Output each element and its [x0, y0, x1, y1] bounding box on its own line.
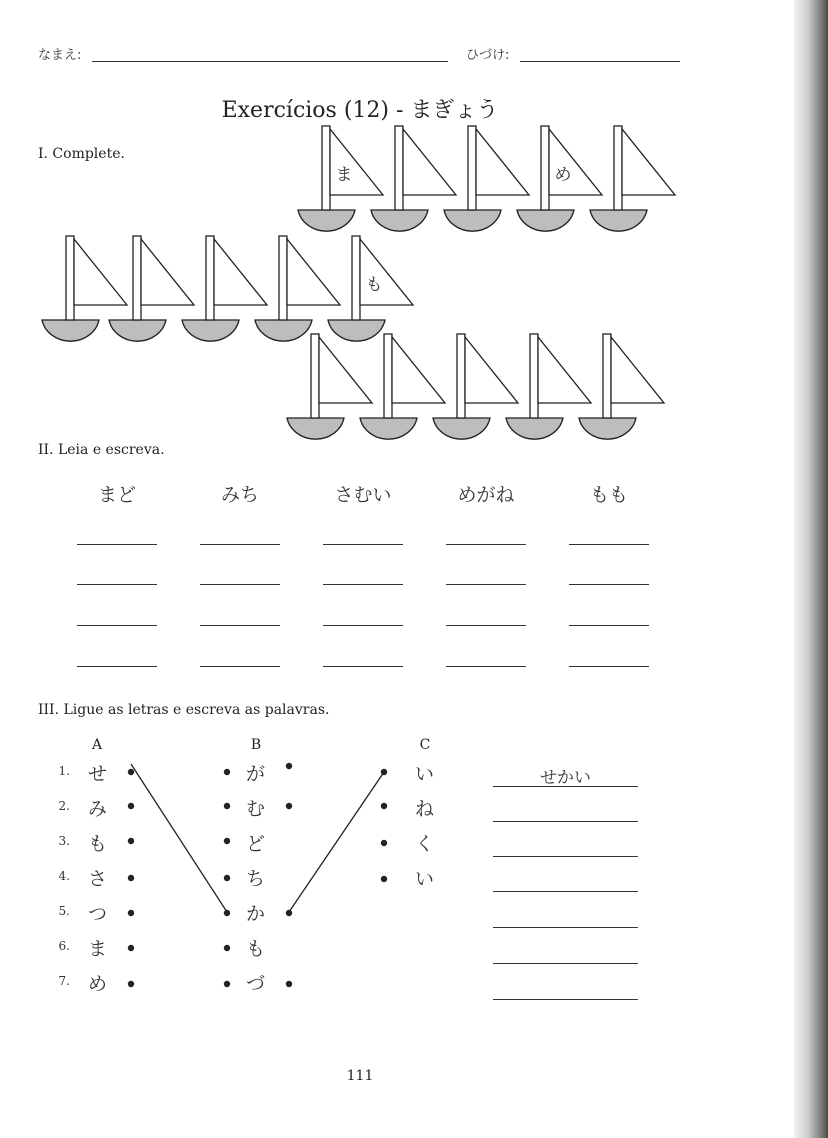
dot-column-b-right — [286, 981, 292, 987]
column-b-heading: B — [250, 737, 262, 753]
row-number: 4. — [58, 869, 70, 883]
dot-column-a — [128, 803, 134, 809]
column-c-heading: C — [419, 737, 431, 753]
example-answer: せかい — [540, 768, 591, 788]
column-b-kana: か — [246, 903, 266, 925]
sail-label: も — [365, 275, 383, 295]
column-b-kana: づ — [246, 973, 266, 995]
page-number: 111 — [346, 1068, 374, 1084]
name-label: なまえ: — [38, 48, 82, 63]
column-a-kana: ま — [88, 938, 108, 960]
dot-column-b-left — [224, 803, 230, 809]
row-number: 7. — [58, 974, 70, 988]
dot-column-b-left — [224, 875, 230, 881]
dot-column-b-left — [224, 769, 230, 775]
column-a-kana: も — [88, 833, 108, 855]
answer-line — [493, 927, 638, 928]
row-number: 1. — [58, 764, 70, 778]
column-a-kana: み — [88, 798, 108, 820]
dot-column-a — [128, 981, 134, 987]
answer-line — [493, 856, 638, 857]
dot-column-c — [381, 803, 387, 809]
dot-column-a — [128, 910, 134, 916]
reading-word-2: みち — [220, 484, 259, 506]
sail-label: め — [554, 165, 572, 185]
column-a-kana: つ — [88, 903, 108, 925]
row-number: 5. — [58, 904, 70, 918]
section3-heading: III. Ligue as letras e escreva as palavras. — [38, 702, 330, 718]
page-title: Exercícios (12) - まぎょう — [221, 98, 499, 123]
reading-word-1: まど — [97, 484, 136, 506]
dot-column-b-right — [286, 910, 292, 916]
dot-column-b-left — [224, 945, 230, 951]
dot-column-b-left — [224, 910, 230, 916]
dot-column-a — [128, 875, 134, 881]
dot-column-a — [128, 945, 134, 951]
dot-column-a — [128, 838, 134, 844]
column-c-kana: ね — [415, 798, 435, 820]
column-c-kana: い — [415, 763, 435, 785]
column-b-kana: む — [246, 798, 266, 820]
section1-heading: I. Complete. — [38, 146, 125, 162]
match-line — [289, 772, 384, 912]
dot-column-b-right — [286, 803, 292, 809]
section2-heading: II. Leia e escreva. — [38, 442, 165, 458]
column-a-kana: さ — [88, 868, 108, 890]
answer-line — [493, 891, 638, 892]
dot-column-b-right — [286, 763, 292, 769]
dot-column-c — [381, 840, 387, 846]
answer-line — [493, 786, 638, 787]
column-a-kana: せ — [88, 763, 108, 785]
column-c-kana: く — [415, 833, 435, 855]
answer-line — [493, 963, 638, 964]
column-b-kana: ち — [246, 868, 266, 890]
sail-label: ま — [335, 165, 353, 185]
answer-line — [493, 821, 638, 822]
column-c-kana: い — [415, 868, 435, 890]
column-b-kana: が — [246, 763, 266, 785]
column-a-kana: め — [88, 973, 108, 995]
column-b-kana: ど — [246, 833, 266, 855]
dot-column-c — [381, 876, 387, 882]
date-label: ひづけ: — [466, 48, 510, 63]
match-line — [131, 764, 227, 912]
column-b-kana: も — [246, 938, 266, 960]
answer-line — [493, 999, 638, 1000]
row-number: 6. — [58, 939, 70, 953]
reading-word-3: さむい — [334, 484, 392, 506]
dot-column-b-left — [224, 981, 230, 987]
dot-column-b-left — [224, 838, 230, 844]
dot-column-a — [128, 769, 134, 775]
row-number: 2. — [58, 799, 70, 813]
reading-word-5: もも — [589, 484, 628, 506]
column-a-heading: A — [91, 737, 103, 753]
row-number: 3. — [58, 834, 70, 848]
reading-word-4: めがね — [457, 484, 515, 506]
